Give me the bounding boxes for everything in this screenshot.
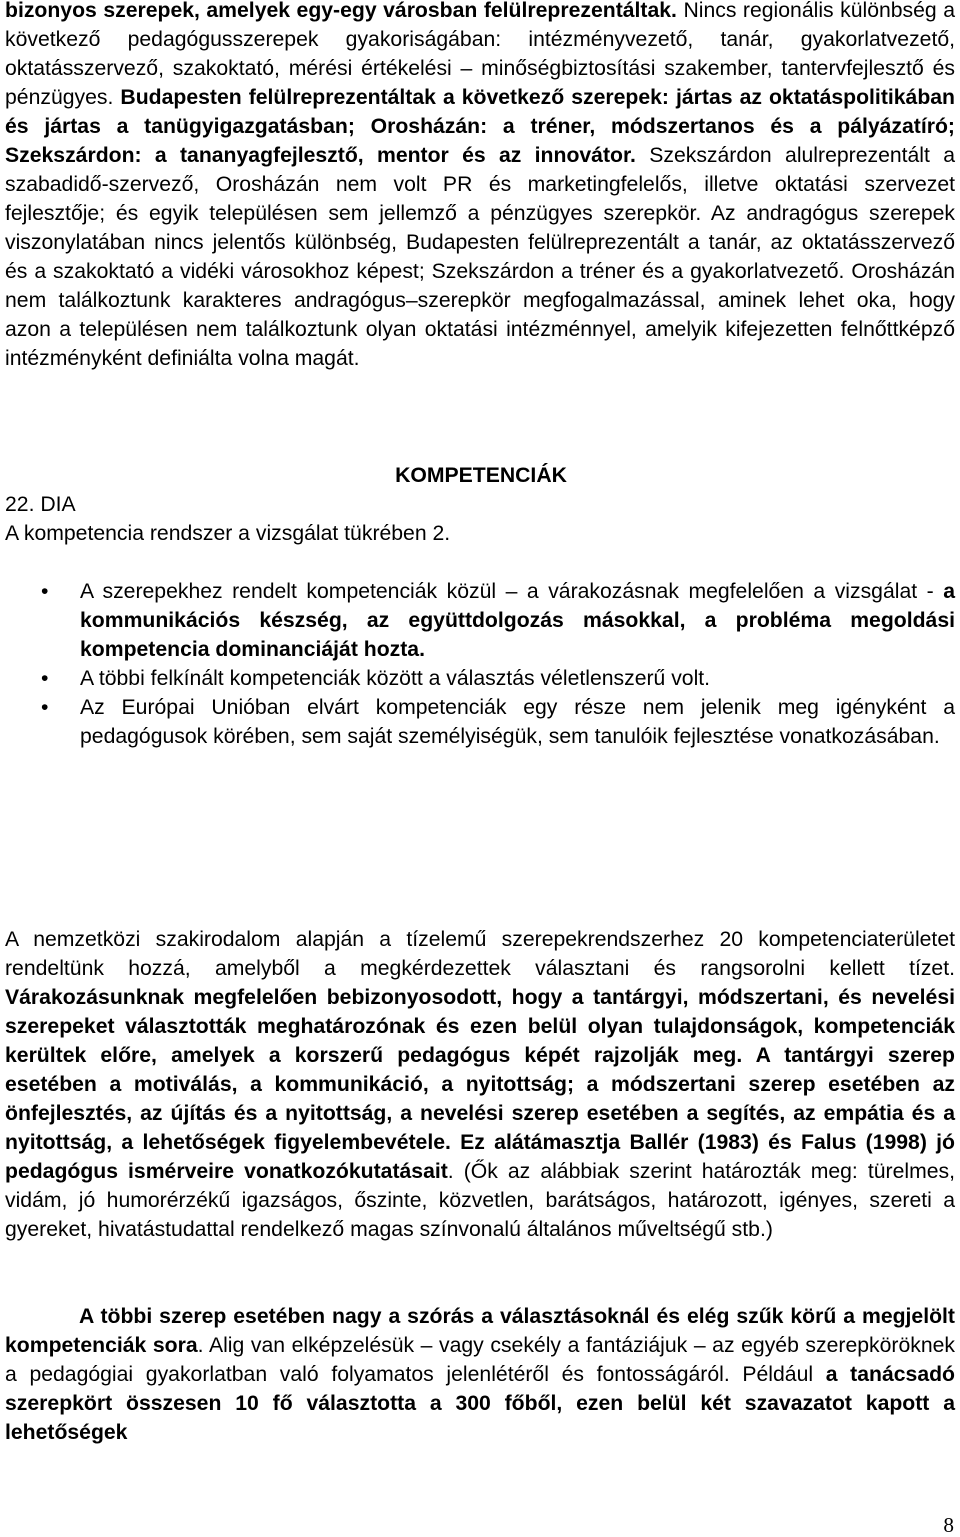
- text-normal: Nincs regionális különbség a következő pedagógusszerepek gyakoriságában: intézményvezető, tanár, gyakorlatvezető, oktatásszervező, szakoktató, mérési értékelési – minőségbiztosítási szakember, tantervfejlesztő és pénzügyes.: [5, 0, 956, 109]
- text-normal: Szekszárdon alulreprezentált a szabadidő-szervező, Orosházán nem volt PR és marketingfelelős, illetve oktatási szervezet fejlesztője; és egyik településen sem jellemző a pénzügyes szerepkör. Az andragógus szerepek viszonylatában nincs jelentős különbség, Budapesten felülreprezentált a tanár, az oktatásszervező és a szakoktató a vidéki városokhoz képest; Szekszárdon a tréner és a gyakorlatvezető. Orosházán nem találkoztunk karakteres andragógus–szerepkör megfogalmazással, aminek lehet oka, hogy azon a településen nem találkoztunk olyan oktatási intézménnyel, amelyik kifejezetten felnőttképző intézményként definiálta volna magát.: [5, 144, 955, 370]
- text-normal: A nemzetközi szakirodalom alapján a tízelemű szerepekrendszerhez 20 kompetenciaterületet rendeltünk hozzá, amelyből a megkérdezettek választani és rangsorolni kellett tízet.: [5, 928, 955, 980]
- text-normal: Az Európai Unióban elvárt kompetenciák egy része nem jelenik meg igényként a pedagógusok körében, sem saját személyiségük, sem tanulóik fejlesztése vonatkozásában.: [80, 696, 955, 748]
- text-bold: bizonyos szerepek, amelyek egy-egy városban felülreprezentáltak.: [5, 0, 677, 22]
- text-normal: A szerepekhez rendelt kompetenciák közül – a várakozásnak megfelelően a vizsgálat -: [80, 580, 944, 603]
- paragraph-roles-by-city: [5, 0, 955, 373]
- text-normal: . Alig van elképzelésük – vagy csekély a fantáziájuk – az egyéb szerepköröknek a pedagógiai gyakorlatban való folyamatos jelenlétéről és fontosságáról. Például: [5, 1334, 956, 1386]
- bullet-icon: •: [41, 667, 49, 690]
- list-item: [5, 664, 955, 693]
- text-bold: a kommunikációs készség, az együttdolgozás másokkal, a probléma megoldási kompetencia dominanciáját hozta.: [80, 580, 955, 661]
- page-number: 8: [943, 1513, 954, 1537]
- bullet-list: [5, 577, 955, 751]
- bullet-icon: •: [41, 580, 49, 603]
- slide-label: 22. DIA: [5, 493, 76, 516]
- text-bold: Budapesten felülreprezentáltak a következő szerepek: jártas az oktatáspolitikában és jártas a tanügyigazgatásban; Orosházán: a tréner, módszertanos és a pályázatíró; Szekszárdon: a tananyagfejlesztő, mentor és az innovátor.: [5, 86, 955, 167]
- text-bold: A többi szerep esetében nagy a szórás a választásoknál és elég szűk körű a megjelölt kompetenciák sora: [5, 1305, 955, 1357]
- list-item: [5, 693, 955, 751]
- section-heading: KOMPETENCIÁK: [395, 464, 567, 487]
- slide-caption: A kompetencia rendszer a vizsgálat tükrében 2.: [5, 522, 451, 545]
- text-normal: . (Ők az alábbiak szerint határozták meg: türelmes, vidám, jó humorérzékű igazságos, őszinte, közvetlen, barátságos, határozott, igényes, szereti a gyereket, hivatástudattal rendelkező magas színvonalú általános műveltségű stb.): [5, 1160, 955, 1241]
- text-bold: a tanácsadó szerepkört összesen 10 fő választotta a 300 főből, ezen belül két szavazatot kapott a lehetőségek: [5, 1363, 955, 1444]
- bullet-icon: •: [41, 696, 49, 719]
- paragraph-competencies: [5, 925, 955, 1244]
- text-bold: Várakozásunknak megfelelően bebizonyosodott, hogy a tantárgyi, módszertani, és nevelési szerepeket választották meghatározónak és ezen belül olyan tulajdonságok, kompetenciák kerültek előre, amelyek a korszerű pedagógus képét rajzolják meg. A tantárgyi szerep esetében a motiválás, a kommunikáció, a nyitottság; a módszertani szerep esetében az önfejlesztés, az újítás és a nyitottság, a nevelési szerep esetében a segítés, az empátia és a nyitottság, a lehetőségek figyelembevétele. Ez alátámasztja Ballér (1983) és Falus (1998) jó pedagógus ismérveire vonatkozókutatásait: [5, 986, 955, 1183]
- list-item: [5, 577, 955, 664]
- paragraph-other-roles: [5, 1302, 955, 1447]
- text-normal: A többi felkínált kompetenciák között a választás véletlenszerű volt.: [80, 667, 711, 690]
